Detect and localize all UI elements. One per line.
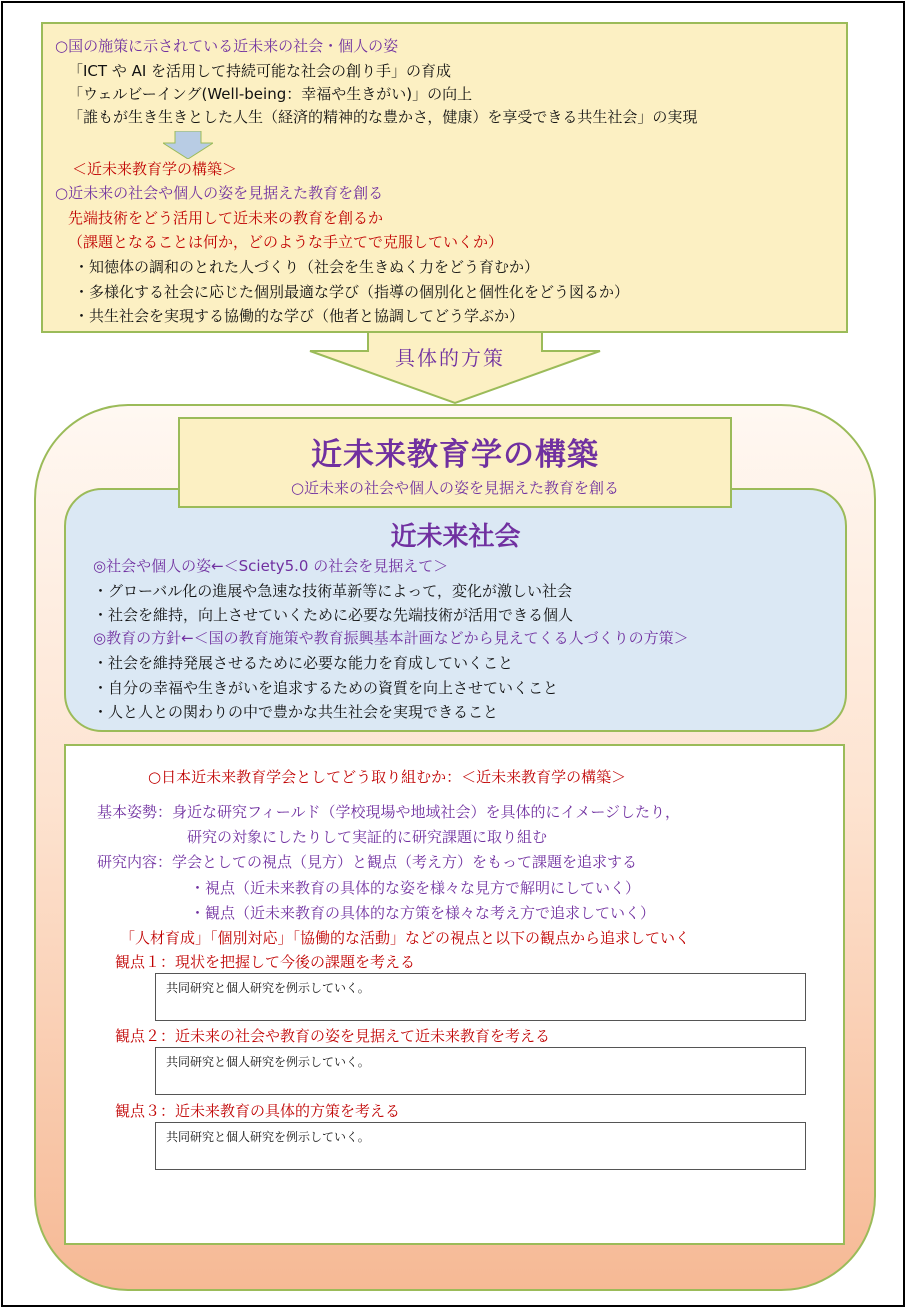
basic-stance-line-1: 基本姿勢：身近な研究フィールド（学校現場や地域社会）を具体的にイメージしたり， xyxy=(97,803,681,821)
technology-question: 先端技術をどう活用して近未来の教育を創るか xyxy=(68,209,384,227)
society-heading-2: ◎教育の方針←＜国の教育施策や教育振興基本計画などから見えてくる人づくりの方策＞ xyxy=(93,629,689,647)
society-bullet-3: ・社会を維持発展させるために必要な能力を育成していくこと xyxy=(93,654,514,672)
policy-item-1: 「ICT や AI を活用して持続可能な社会の創り手」の育成 xyxy=(68,62,452,80)
viewpoint-3-box: 共同研究と個人研究を例示していく。 xyxy=(155,1122,806,1170)
future-education-heading: ○近未来の社会や個人の姿を見据えた教育を創る xyxy=(55,184,384,202)
society-bullet-5: ・人と人との関わりの中で豊かな共生社会を実現できること xyxy=(93,703,499,721)
construction-subtitle: ○近未来の社会や個人の姿を見据えた教育を創る xyxy=(290,479,620,497)
society-heading-1: ◎社会や個人の姿←＜Sciety5.0 の社会を見据えて＞ xyxy=(93,557,449,575)
viewpoint-1-label: 観点１：現状を把握して今後の課題を考える xyxy=(115,953,416,971)
down-arrow-small-icon xyxy=(163,131,213,159)
policy-heading: ○国の施策に示されている近未来の社会・個人の姿 xyxy=(55,37,399,55)
construction-label: ＜近未来教育学の構築＞ xyxy=(72,160,238,178)
challenge-question: （課題となることは何か，どのような手立てで克服していくか） xyxy=(68,233,504,251)
goal-item-1: ・知徳体の調和のとれた人づくり（社会を生きぬく力をどう育むか） xyxy=(74,258,540,276)
viewpoint-2-label: 観点２：近未来の社会や教育の姿を見据えて近未来教育を考える xyxy=(115,1027,551,1045)
viewpoint-2-box: 共同研究と個人研究を例示していく。 xyxy=(155,1047,806,1095)
goal-item-3: ・共生社会を実現する協働的な学び（他者と協調してどう学ぶか） xyxy=(74,307,525,325)
approach-heading: ○日本近未来教育学会としてどう取り組むか：＜近未来教育学の構築＞ xyxy=(148,768,627,786)
construction-title: 近未来教育学の構築 xyxy=(311,437,599,473)
viewpoint-3-label: 観点３：近未来教育の具体的方策を考える xyxy=(115,1102,401,1120)
viewpoint-1-box: 共同研究と個人研究を例示していく。 xyxy=(155,973,806,1021)
research-content: 研究内容：学会としての視点（見方）と観点（考え方）をもって課題を追求する xyxy=(97,853,638,871)
goal-item-2: ・多様化する社会に応じた個別最適な学び（指導の個別化と個性化をどう図るか） xyxy=(74,283,630,301)
construction-title-box xyxy=(178,417,732,508)
concrete-measures-label: 具体的方策 xyxy=(395,346,505,370)
perspective-item: ・観点（近未来教育の具体的な方策を様々な考え方で追求していく） xyxy=(190,904,656,922)
viewpoint-item: ・視点（近未来教育の具体的な姿を様々な見方で解明にしていく） xyxy=(190,879,641,897)
policy-item-2: 「ウェルビーイング(Well-being：幸福や生きがい)」の向上 xyxy=(68,85,473,103)
society-bullet-2: ・社会を維持，向上させていくために必要な先端技術が活用できる個人 xyxy=(93,606,574,624)
basic-stance-line-2: 研究の対象にしたりして実証的に研究課題に取り組む xyxy=(187,828,548,846)
policy-item-3: 「誰もが生き生きとした人生（経済的精神的な豊かさ，健康）を享受できる共生社会」の実現 xyxy=(68,108,698,126)
future-society-title: 近未来社会 xyxy=(390,522,521,552)
society-bullet-4: ・自分の幸福や生きがいを追求するための資質を向上させていくこと xyxy=(93,679,559,697)
society-bullet-1: ・グローバル化の進展や急速な技術革新等によって，変化が激しい社会 xyxy=(93,582,572,600)
focus-statement: 「人材育成」「個別対応」「協働的な活動」などの視点と以下の観点から追求していく xyxy=(120,929,691,947)
